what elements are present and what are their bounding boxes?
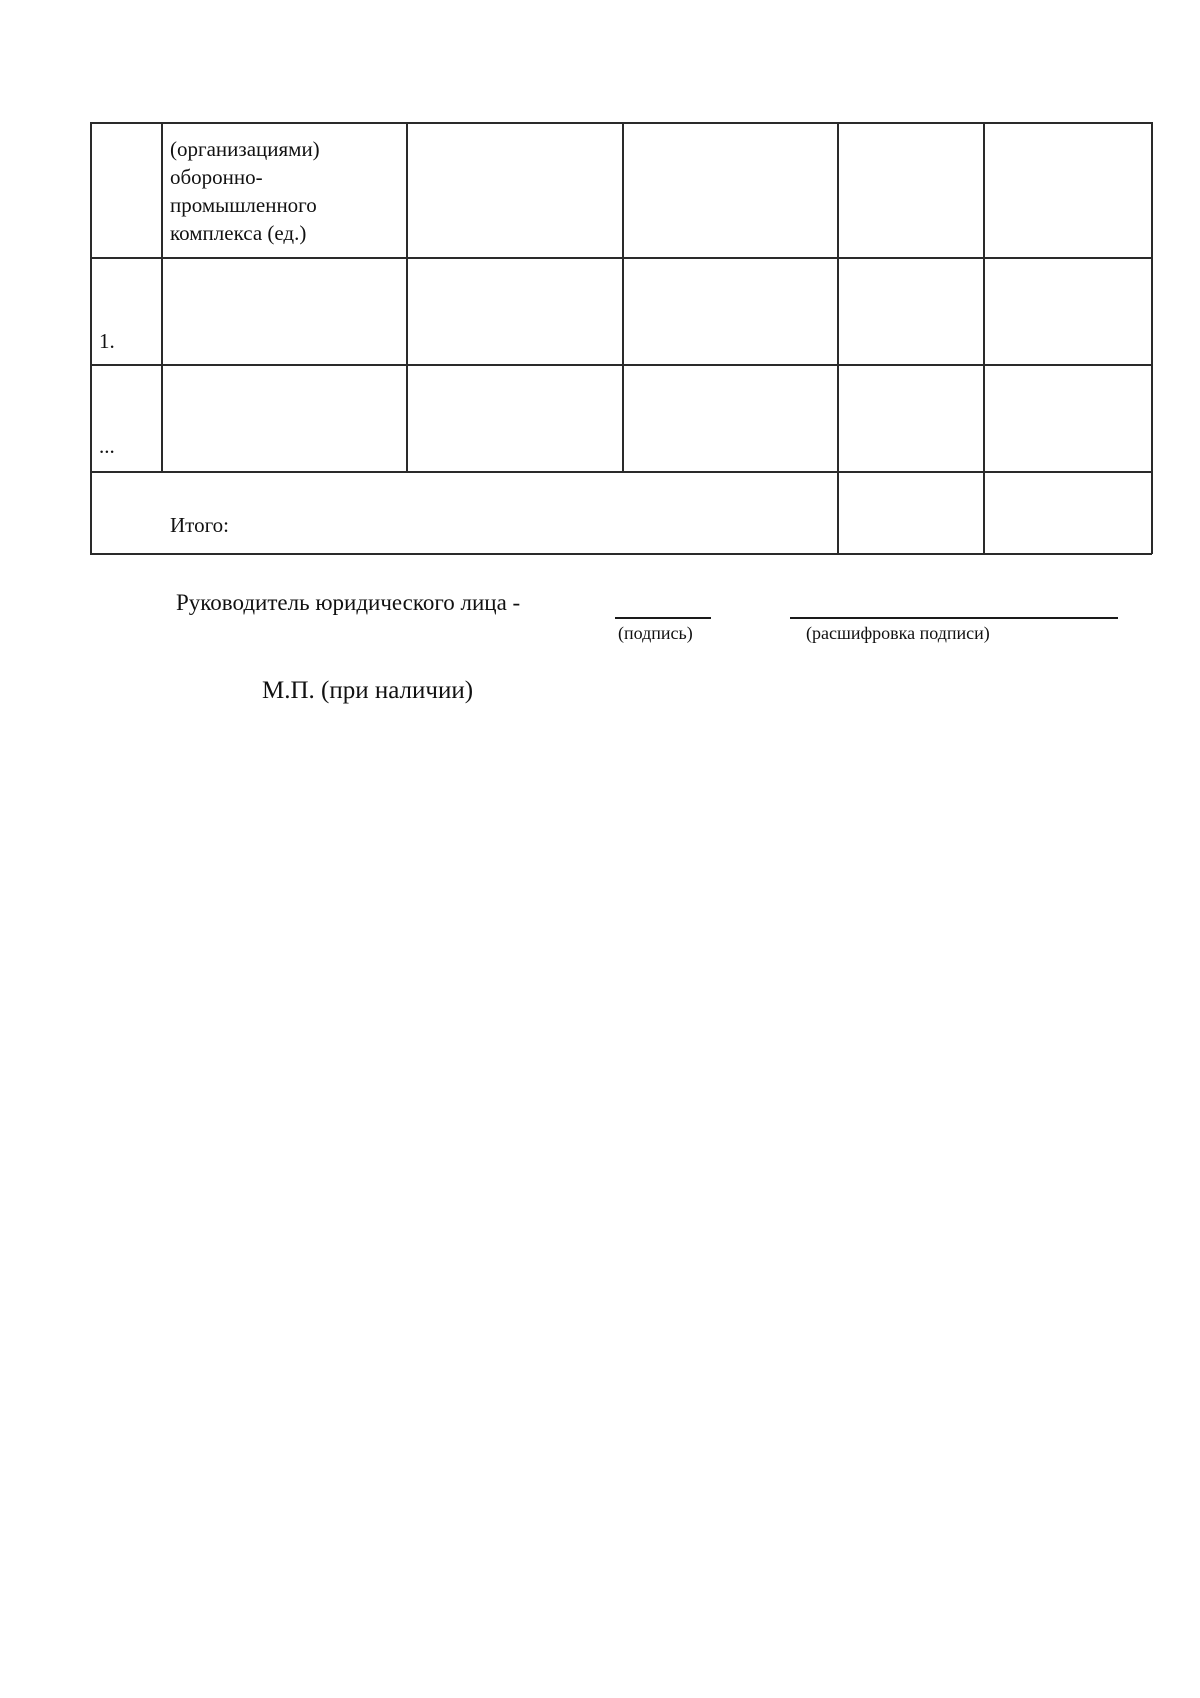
- table-column-divider: [161, 122, 163, 472]
- table-row-divider: [90, 471, 1152, 473]
- table-border-left: [90, 122, 92, 554]
- table-column-divider: [837, 122, 839, 554]
- signature-decoding-caption: (расшифровка подписи): [806, 623, 990, 643]
- table-column-divider: [983, 122, 985, 554]
- table-row-number: 1.: [99, 329, 115, 353]
- signature-caption: (подпись): [618, 623, 693, 643]
- table-column-divider: [622, 122, 624, 472]
- table-border-bottom: [90, 553, 1152, 555]
- table-row-divider: [90, 257, 1152, 259]
- signature-line: [615, 617, 711, 619]
- signature-decoding-line: [790, 617, 1118, 619]
- stamp-note: М.П. (при наличии): [262, 677, 474, 704]
- signature-label: Руководитель юридического лица -: [176, 590, 521, 615]
- table-header-cell: (организациями) оборонно- промышленного комплекса (ед.): [170, 137, 320, 245]
- table-total-label: Итого:: [170, 513, 229, 537]
- table-border-top: [90, 122, 1152, 124]
- table-row-divider: [90, 364, 1152, 366]
- table-row-number: ...: [99, 434, 115, 458]
- table-border-right: [1151, 122, 1153, 554]
